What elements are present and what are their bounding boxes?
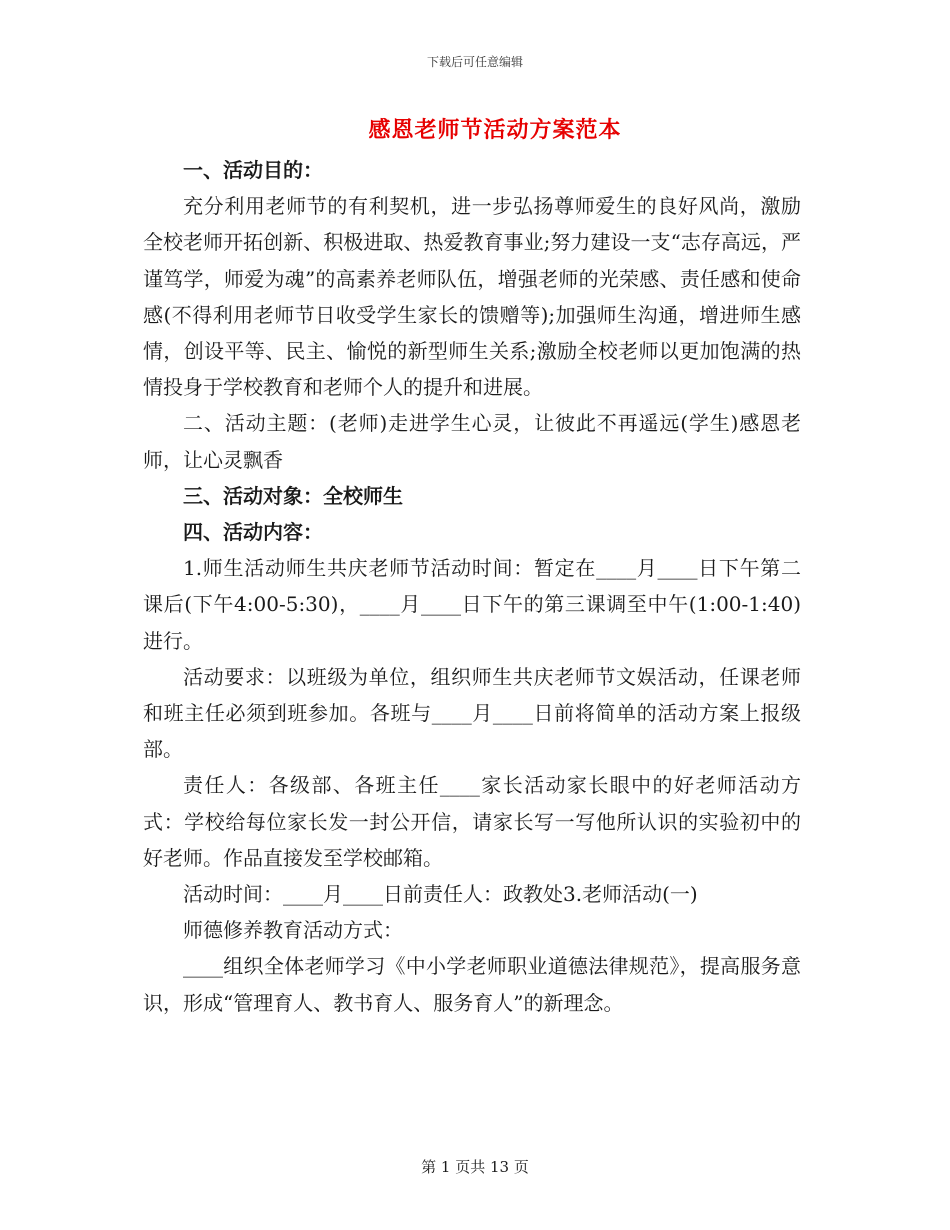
- paragraph-theme: 二、活动主题：(老师)走进学生心灵，让彼此不再遥远(学生)感恩老师，让心灵飘香: [143, 411, 801, 472]
- paragraph-requirements: 活动要求：以班级为单位，组织师生共庆老师节文娱活动，任课老师和班主任必须到班参加。各班与____月____日前将简单的活动方案上报级部。: [143, 664, 801, 762]
- paragraph-activity-time: 活动时间：____月____日前责任人：政教处3.老师活动(一): [183, 882, 698, 907]
- paragraph-ethics-study: ____组织全体老师学习《中小学老师职业道德法律规范》，提高服务意识，形成“管理育人、教书育人、服务育人”的新理念。: [143, 954, 801, 1015]
- paragraph-purpose: 充分利用老师节的有利契机，进一步弘扬尊师爱生的良好风尚，激励全校老师开拓创新、积极进取、热爱教育事业;努力建设一支“志存高远，严谨笃学，师爱为魂”的高素养老师队伍，增强老师的光荣感、责任感和使命感(不得利用老师节日收受学生家长的馈赠等);加强师生沟通，增进师生感情，创设平等、民主、愉悦的新型师生关系;激励全校老师以更加饱满的热情投身于学校教育和老师个人的提升和进展。: [143, 194, 801, 400]
- page-number: 第 1 页共 13 页: [421, 1158, 529, 1176]
- paragraph-ethics-method: 师德修养教育活动方式：: [183, 918, 403, 943]
- section-heading-audience: 三、活动对象：全校师生: [183, 483, 403, 508]
- document-title: 感恩老师节活动方案范本: [368, 117, 622, 143]
- document-body: [143, 152, 801, 1021]
- header-note: 下载后可任意编辑: [426, 55, 523, 69]
- paragraph-responsible: 责任人：各级部、各班主任____家长活动家长眼中的好老师活动方式：学校给每位家长发一封公开信，请家长写一写他所认识的实验初中的好老师。作品直接发至学校邮箱。: [143, 773, 801, 870]
- section-heading-purpose: 一、活动目的：: [183, 158, 323, 182]
- paragraph-activity-1: 1.师生活动师生共庆老师节活动时间：暂定在____月____日下午第二课后(下午4:00-5:30)，____月____日下午的第三课调至中午(1:00-1:40)进行。: [143, 556, 801, 653]
- section-heading-content: 四、活动内容：: [183, 520, 323, 545]
